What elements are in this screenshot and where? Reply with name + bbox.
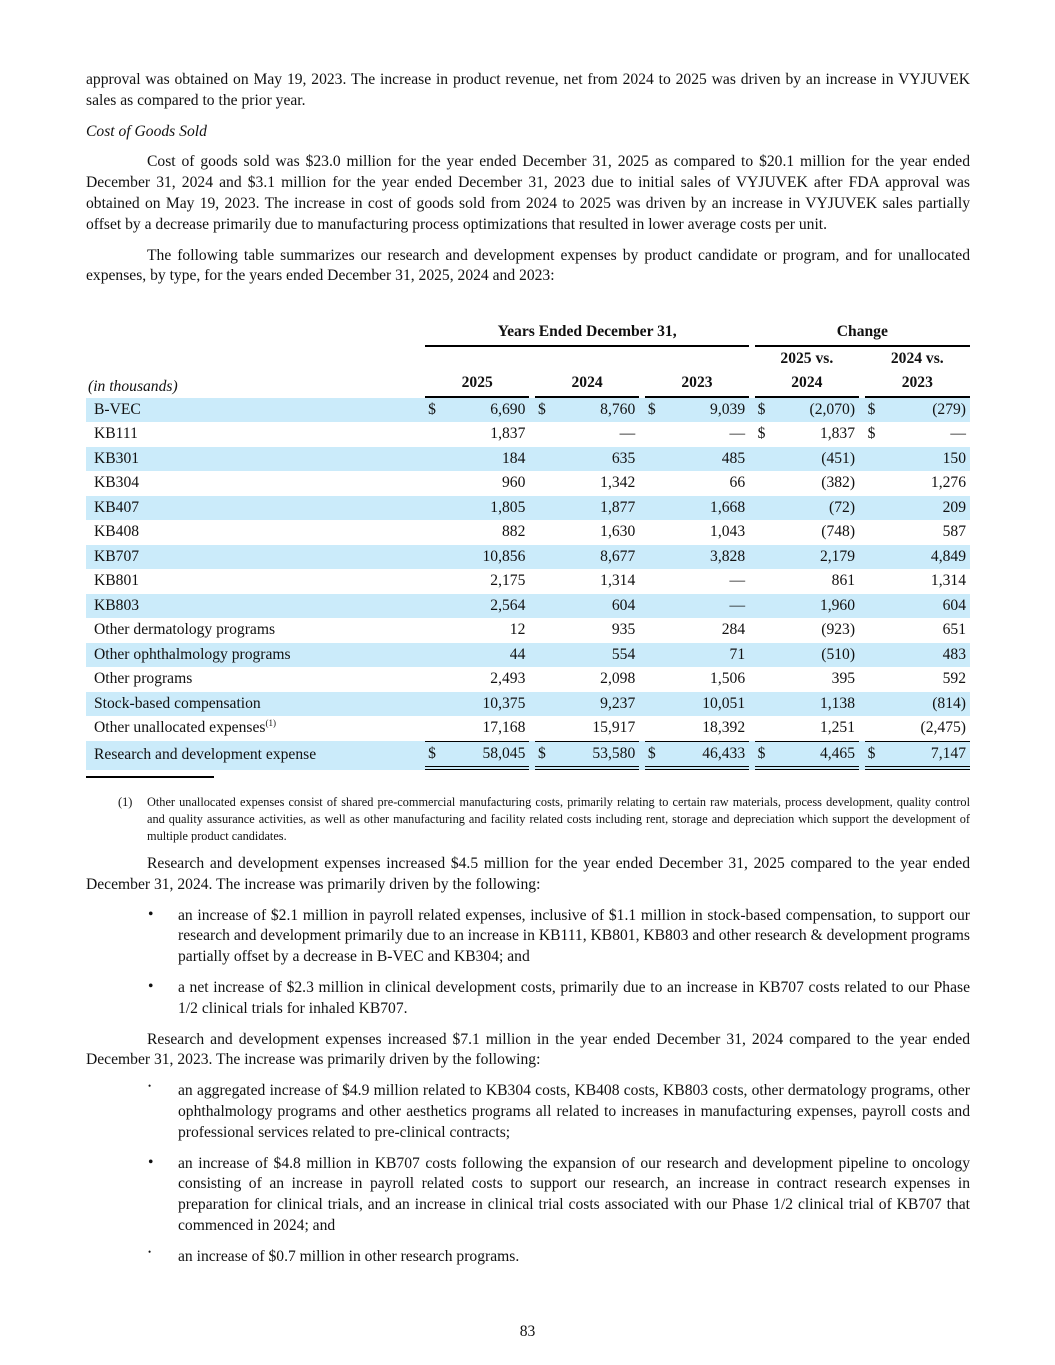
currency-symbol [535,716,559,741]
cell-value: 7,147 [888,741,970,771]
cell-value: 12 [509,621,526,638]
table-row [86,422,970,447]
currency-symbol [425,471,449,496]
currency-symbol: $ [645,398,669,423]
row-label-text: Other unallocated expenses [94,719,266,736]
col-header-2025-vs-2024-line2: 2024 [791,374,823,391]
currency-symbol: $ [865,741,889,771]
cell-value: 592 [942,670,966,687]
row-label [86,422,420,447]
currency-symbol [865,520,889,545]
cell-value: (510) [779,643,859,668]
currency-symbol [645,496,669,521]
currency-symbol: $ [535,741,559,771]
currency-symbol [425,422,449,447]
currency-symbol [535,594,559,619]
rd-expense-table [86,320,970,770]
cell-value: — [729,425,746,442]
row-label [86,398,420,423]
row-label [86,471,420,496]
row-label-text: Other programs [94,670,193,687]
cell-value: 17,168 [482,719,526,736]
currency-symbol: $ [535,398,559,423]
bullet-text: an increase of $0.7 million in other research programs. [178,1247,520,1265]
cell-value: 2,564 [449,594,529,619]
cell-value: 15,917 [592,719,636,736]
row-label-text: KB407 [94,498,140,516]
intro-section [86,70,970,287]
cell-value: 58,045 [449,741,529,771]
footnote-text: Other unallocated expenses consist of shared pre-commercial manufacturing costs, primarily relating to certain raw materials, process development, quality control and quality assurance activities, as well as other manufacturing and facility related costs including rent, storage and depreciation which support the development of multiple product candidates. [147,795,970,843]
currency-symbol: $ [755,741,779,771]
currency-symbol [865,545,889,570]
currency-symbol [865,447,889,472]
cell-value: 395 [831,670,856,687]
bullet-icon: • [148,977,154,995]
table-row [86,569,970,594]
cell-value: 8,760 [559,398,639,423]
currency-symbol [425,569,449,594]
col-header-2025-vs-2024 [755,347,859,398]
row-label-text: KB707 [94,547,140,565]
table-body [86,398,970,771]
currency-symbol [425,594,449,619]
row-label [86,496,420,521]
cell-value: 1,342 [600,474,636,491]
list-item [86,906,970,968]
unit-label: (in thousands) [88,377,178,395]
cell-value: (279) [888,398,970,423]
cell-value: 9,039 [669,398,749,423]
currency-symbol [645,692,669,717]
row-label-text: B-VEC [94,400,141,418]
row-label-text: KB803 [94,596,140,614]
cell-value: 4,849 [888,545,970,570]
currency-symbol [645,422,669,447]
currency-symbol [425,716,449,741]
cell-value: 1,960 [779,594,859,619]
currency-symbol [535,422,559,447]
cell-value: 1,314 [930,572,966,589]
cell-value: 1,043 [710,523,746,540]
body-section [86,854,970,1268]
row-label [86,692,420,717]
footnote-divider [86,776,214,778]
bullet-icon: • [148,1153,154,1171]
table-row [86,496,970,521]
cell-value: 554 [559,643,639,668]
cell-value: — [729,572,746,589]
currency-symbol [535,520,559,545]
currency-symbol [865,643,889,668]
cell-value: 10,051 [669,692,749,717]
cell-value: 6,690 [449,398,529,423]
cell-value: (2,070) [779,398,859,423]
currency-symbol [865,716,889,741]
row-label-text: Other ophthalmology programs [94,645,291,663]
row-label [86,716,420,741]
row-label-text: KB801 [94,572,140,589]
bullet-text: an increase of $4.8 million in KB707 costs following the expansion of our research and development pipeline to oncology consisting of an increase in payroll related costs to support our research, an increase in contract research expenses in preparation for clinical trials, and an increase in clinical trial costs associated with our Phase 1/2 clinical trial of KB707 that commenced in 2024; and [178,1154,970,1234]
currency-symbol [535,545,559,570]
footnote-1 [86,794,970,844]
currency-symbol [425,520,449,545]
currency-symbol [755,594,779,619]
row-label-text: KB111 [94,425,138,442]
currency-symbol [865,471,889,496]
currency-symbol [425,447,449,472]
paragraph-table-intro: The following table summarizes our research and development expenses by product candidate or program, and for unallocated expenses, by type, for the years ended December 31, 2025, 2024 and 2023: [86,246,970,285]
currency-symbol [645,520,669,545]
currency-symbol [865,496,889,521]
currency-symbol [865,569,889,594]
cell-value: 1,314 [600,572,636,589]
cell-value: 9,237 [559,692,639,717]
row-label [86,594,420,619]
currency-symbol [645,569,669,594]
currency-symbol [645,643,669,668]
cell-value: 483 [888,643,970,668]
cell-value: 635 [559,447,639,472]
table-row [86,618,970,643]
cell-value: 604 [559,594,639,619]
currency-symbol [645,471,669,496]
bullet-text: a net increase of $2.3 million in clinical development costs, primarily due to an increase in KB707 costs related to our Phase 1/2 clinical trials for inhaled KB707. [178,978,970,1017]
footnote-mark: (1) [118,795,133,809]
currency-symbol: $ [645,741,669,771]
cell-value: 485 [669,447,749,472]
currency-symbol [755,520,779,545]
currency-symbol [865,594,889,619]
cell-value: 1,276 [930,474,966,491]
currency-symbol [425,692,449,717]
currency-symbol [755,692,779,717]
header-years-ended: Years Ended December 31, [425,320,749,347]
currency-symbol: $ [755,398,779,423]
cell-value: 2,098 [600,670,636,687]
cell-value: 604 [888,594,970,619]
currency-symbol [535,569,559,594]
col-header-2025-vs-2024-line1: 2025 vs. [780,349,834,367]
col-header-2024-vs-2023-line1: 2024 vs. [890,349,944,367]
col-header-2025: 2025 [425,347,529,398]
row-label-text: Research and development expense [94,746,317,763]
paragraph-rd-2024: Research and development expenses increased $7.1 million in the year ended December 31, 2024 compared to the year ended December 31, 2023. The increase was primarily driven by the following: [86,1030,970,1069]
currency-symbol [755,716,779,741]
bullet-text: an increase of $2.1 million in payroll related expenses, inclusive of $1.1 million in stock-based compensation, to support our research and development primarily due to an increase in KB111, KB801, KB803 and other research & development programs partially offset by a decrease in B-VEC and KB304; and [178,906,970,966]
cell-value: 3,828 [669,545,749,570]
cell-value: — [619,425,636,442]
currency-symbol [425,643,449,668]
bullet-icon: • [148,905,154,923]
row-label [86,643,420,668]
row-label [86,520,420,545]
cell-value: 2,179 [779,545,859,570]
cell-value: (2,475) [920,719,966,736]
header-change: Change [755,320,970,347]
currency-symbol [755,618,779,643]
paragraph-rd-2025: Research and development expenses increased $4.5 million for the year ended December 31, 2025 compared to the year ended December 31, 2024. The increase was primarily driven by the following: [86,855,970,893]
cell-value: 882 [501,523,526,540]
cell-value: 8,677 [559,545,639,570]
currency-symbol [535,471,559,496]
cell-value: 2,175 [490,572,526,589]
currency-symbol [645,618,669,643]
cell-value: (451) [779,447,859,472]
currency-symbol [425,667,449,692]
cell-value: 651 [942,621,966,638]
currency-symbol: $ [425,741,449,771]
currency-symbol [755,545,779,570]
currency-symbol [645,716,669,741]
cell-value: 44 [449,643,529,668]
cell-value: 46,433 [669,741,749,771]
heading-cost-of-goods-sold: Cost of Goods Sold [86,122,207,140]
currency-symbol [755,667,779,692]
cell-value: 284 [721,621,746,638]
cell-value: 4,465 [779,741,859,771]
cell-value: 66 [729,474,746,491]
currency-symbol [865,618,889,643]
cell-value: 861 [831,572,856,589]
page-number: 83 [519,1323,536,1340]
list-item [86,1081,970,1143]
cell-value: (72) [779,496,859,521]
currency-symbol [535,496,559,521]
row-label [86,667,420,692]
currency-symbol [755,569,779,594]
table-row [86,692,970,717]
currency-symbol [645,667,669,692]
cell-value: 587 [942,523,966,540]
row-label [86,447,420,472]
currency-symbol [425,618,449,643]
cell-value: 150 [888,447,970,472]
cell-value: — [950,425,966,442]
table-row [86,594,970,619]
cell-value: (923) [821,621,856,638]
cell-value: 53,580 [559,741,639,771]
cell-value: 1,668 [669,496,749,521]
cell-value: 1,837 [490,425,526,442]
row-label [86,569,420,594]
currency-symbol [755,447,779,472]
currency-symbol [755,496,779,521]
row-label-text: KB301 [94,449,140,467]
currency-symbol [425,545,449,570]
table-row [86,716,970,741]
col-header-2024-vs-2023 [865,347,970,398]
table-row [86,520,970,545]
row-label [86,545,420,570]
cell-value: (748) [821,523,856,540]
cell-value: 1,251 [819,719,856,736]
currency-symbol [865,667,889,692]
cell-value: 1,506 [710,670,746,687]
currency-symbol: $ [867,425,876,442]
col-header-2024-vs-2023-line2: 2023 [901,374,933,391]
paragraph-cost-of-goods: Cost of goods sold was $23.0 million for the year ended December 31, 2025 as compared to $20.1 million for the year ended December 31, 2024 and $3.1 million for the year ended December 31, 2023 due to initial sales of VYJUVEK after FDA approval was obtained on May 19, 2023. The increase in cost of goods sold from 2024 to 2025 was driven by an increase in VYJUVEK sales partially offset by a decrease primarily due to manufacturing process optimizations that resulted in lower average costs per unit. [86,153,970,233]
row-label [86,741,420,771]
currency-symbol [645,594,669,619]
row-label-text: KB304 [94,474,140,491]
currency-symbol [755,471,779,496]
currency-symbol [425,496,449,521]
cell-value: 1,138 [779,692,859,717]
cell-value: 1,877 [559,496,639,521]
col-header-2024: 2024 [535,347,639,398]
row-label [86,618,420,643]
currency-symbol: $ [757,425,766,442]
cell-value: 209 [888,496,970,521]
currency-symbol [645,447,669,472]
cell-value: 10,856 [449,545,529,570]
currency-symbol [645,545,669,570]
table-row [86,471,970,496]
footnote-reference: (1) [265,718,276,728]
currency-symbol [865,692,889,717]
currency-symbol [535,643,559,668]
table-column-header [86,347,970,398]
cell-value: 1,630 [600,523,636,540]
cell-value: 10,375 [449,692,529,717]
cell-value: (814) [888,692,970,717]
currency-symbol [535,447,559,472]
paragraph-revenue-continuation: approval was obtained on May 19, 2023. The increase in product revenue, net from 2024 to 2025 was driven by an increase in VYJUVEK sales as compared to the prior year. [86,71,970,109]
currency-symbol [535,667,559,692]
list-item [86,1247,970,1268]
table-row [86,447,970,472]
table-group-header [86,320,970,347]
list-item [86,1154,970,1237]
bullet-icon: • [148,1081,152,1092]
bullet-list-2024 [86,1081,970,1267]
currency-symbol [755,643,779,668]
currency-symbol [535,692,559,717]
cell-value: 1,805 [449,496,529,521]
currency-symbol [535,618,559,643]
list-item [86,978,970,1020]
cell-value: 2,493 [490,670,526,687]
row-label-text: Other dermatology programs [94,621,276,638]
table-row [86,398,970,423]
bullet-list-2025 [86,906,970,1020]
currency-symbol: $ [865,398,889,423]
table-row [86,741,970,771]
table-row [86,545,970,570]
cell-value: 71 [669,643,749,668]
col-header-2023: 2023 [645,347,749,398]
table-row [86,667,970,692]
cell-value: 935 [611,621,636,638]
bullet-text: an aggregated increase of $4.9 million related to KB304 costs, KB408 costs, KB803 costs, other dermatology programs, other ophthalmology programs and other aesthetics programs all related to increases in manufacturing expenses, payroll costs and professional services related to pre-clinical contracts; [178,1082,970,1141]
cell-value: 1,837 [819,425,856,442]
cell-value: (382) [821,474,856,491]
bullet-icon: • [148,1246,152,1257]
cell-value: 960 [501,474,526,491]
cell-value: — [669,594,749,619]
cell-value: 18,392 [702,719,746,736]
table-row [86,643,970,668]
row-label-text: KB408 [94,523,140,540]
row-label-text: Stock-based compensation [94,694,261,712]
cell-value: 184 [449,447,529,472]
currency-symbol: $ [425,398,449,423]
